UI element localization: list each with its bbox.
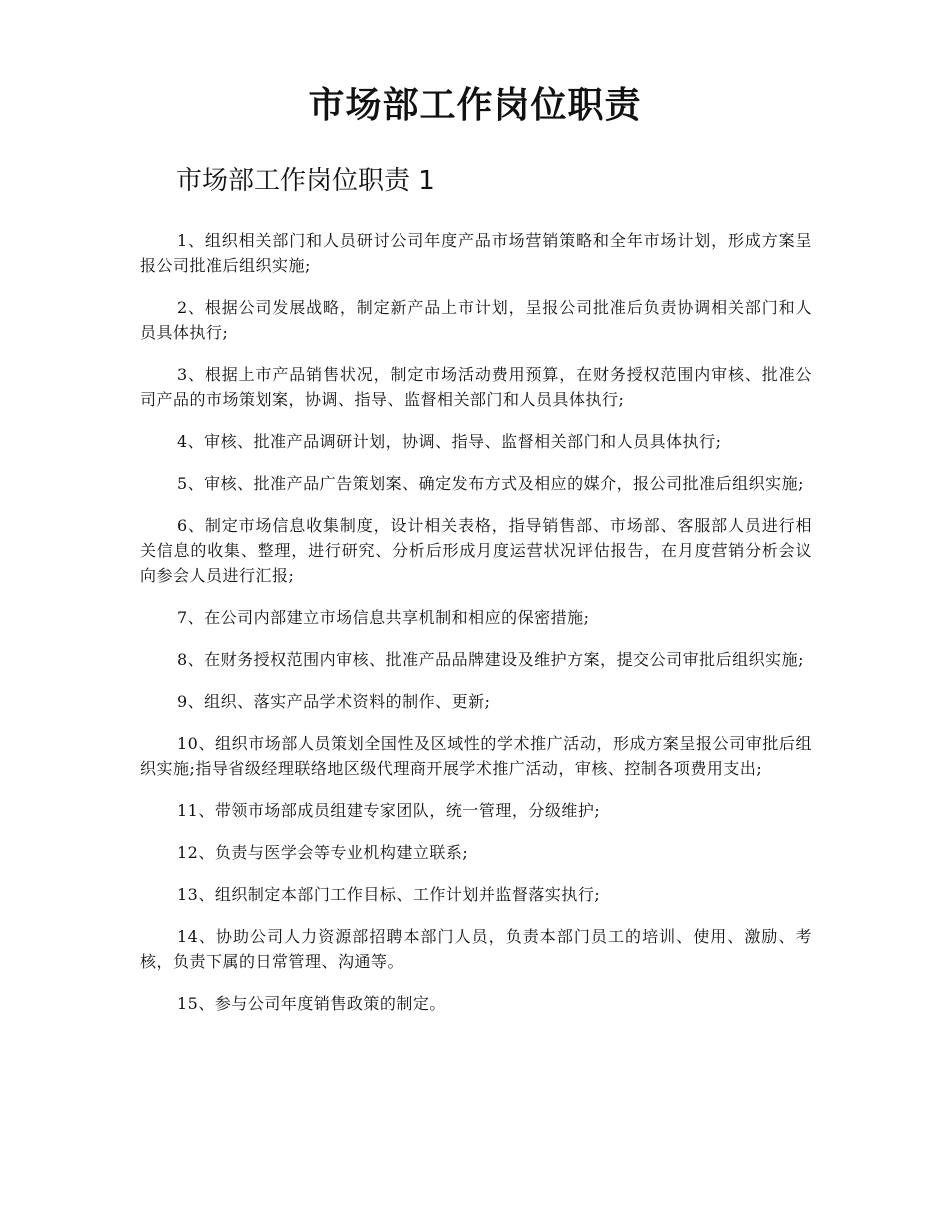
paragraph-3: 3、根据上市产品销售状况，制定市场活动费用预算，在财务授权范围内审核、批准公司产品的市场策划案，协调、指导、监督相关部门和人员具体执行; xyxy=(140,365,812,409)
paragraph-1: 1、组织相关部门和人员研讨公司年度产品市场营销策略和全年市场计划，形成方案呈报公司批准后组织实施; xyxy=(140,231,812,275)
section-title: 市场部工作岗位职责 1 xyxy=(176,166,435,196)
paragraph-15: 15、参与公司年度销售政策的制定。 xyxy=(177,994,446,1013)
paragraph-10: 10、组织市场部人员策划全国性及区域性的学术推广活动，形成方案呈报公司审批后组织实施;指导省级经理联络地区级代理商开展学术推广活动，审核、控制各项费用支出; xyxy=(140,734,812,778)
paragraph-5: 5、审核、批准产品广告策划案、确定发布方式及相应的媒介，报公司批准后组织实施; xyxy=(177,474,805,493)
paragraph-12: 12、负责与医学会等专业机构建立联系; xyxy=(177,843,469,862)
paragraph-2: 2、根据公司发展战略，制定新产品上市计划，呈报公司批准后负责协调相关部门和人员具体执行; xyxy=(140,298,812,342)
paragraph-13: 13、组织制定本部门工作目标、工作计划并监督落实执行; xyxy=(177,885,601,904)
paragraph-6: 6、制定市场信息收集制度，设计相关表格，指导销售部、市场部、客服部人员进行相关信息的收集、整理，进行研究、分析后形成月度运营状况评估报告，在月度营销分析会议向参会人员进行汇报; xyxy=(140,516,812,585)
paragraph-9: 9、组织、落实产品学术资料的制作、更新; xyxy=(177,692,491,711)
paragraph-8: 8、在财务授权范围内审核、批准产品品牌建设及维护方案，提交公司审批后组织实施; xyxy=(177,650,805,669)
paragraph-11: 11、带领市场部成员组建专家团队，统一管理，分级维护; xyxy=(177,801,601,820)
document-body xyxy=(140,228,812,1033)
document-title: 市场部工作岗位职责 xyxy=(308,85,642,126)
paragraph-7: 7、在公司内部建立市场信息共享机制和相应的保密措施; xyxy=(177,608,590,627)
paragraph-14: 14、协助公司人力资源部招聘本部门人员，负责本部门员工的培训、使用、激励、考核，负责下属的日常管理、沟通等。 xyxy=(140,927,812,971)
paragraph-4: 4、审核、批准产品调研计划，协调、指导、监督相关部门和人员具体执行; xyxy=(177,432,722,451)
